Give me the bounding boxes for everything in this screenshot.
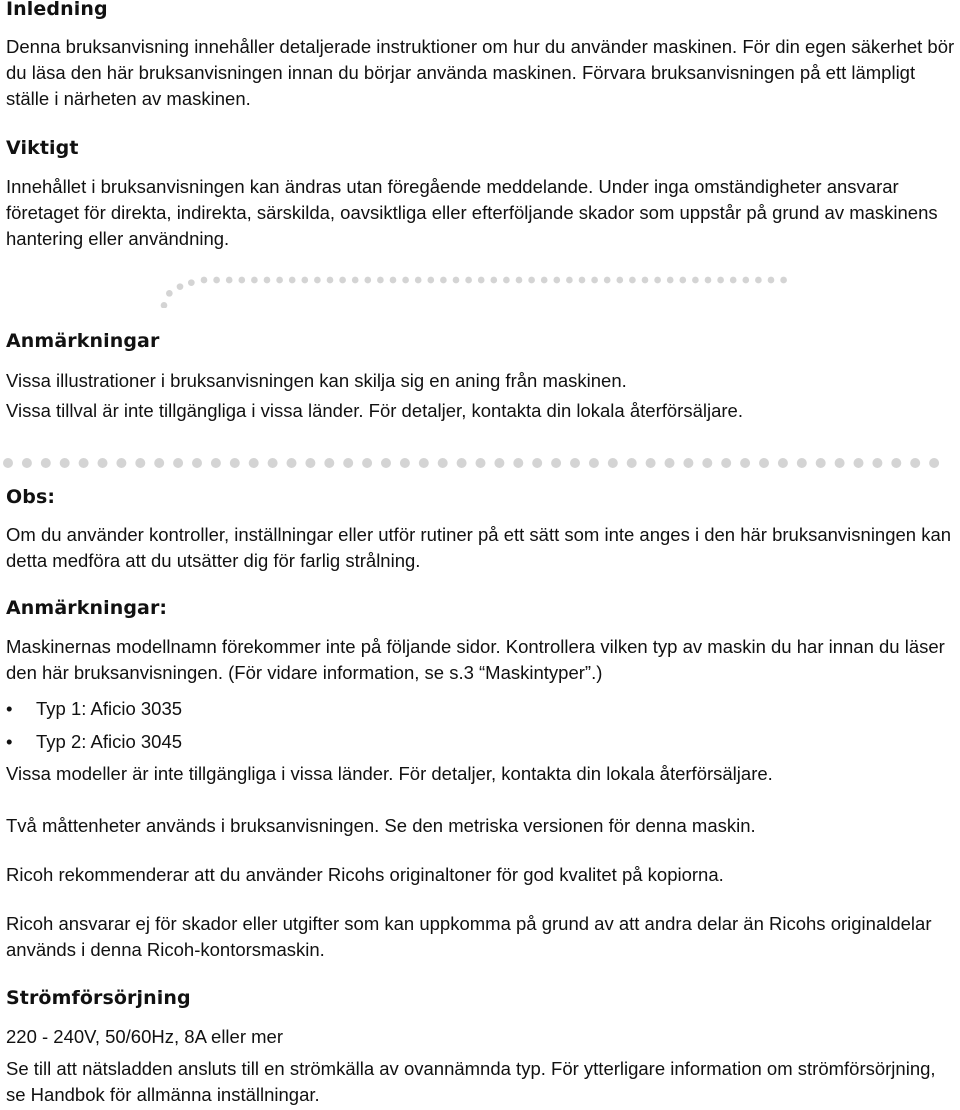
paragraph-mattenheter: Två måttenheter används i bruksanvisningen. Se den metriska versionen för denna maskin. [6,815,756,836]
paragraph-originaldelar: Ricoh ansvarar ej för skador eller utgifter som kan uppkomma på grund av att andra delar än Ricohs originaldelar används i denna Ricoh-kontorsmaskin. [6,913,932,960]
separator-dot [566,277,573,284]
separator-dot [177,283,184,290]
separator-dot [287,458,297,468]
separator-dot [268,458,278,468]
paragraph-modellnamn: Maskinernas modellnamn förekommer inte på följande sidor. Kontrollera vilken typ av maskin du har innan du läser den här bruksanvisningen. (För vidare information, se s.3 “Maskintyper”.) [6,636,945,683]
separator-dot [364,277,371,284]
separator-dot [188,279,195,286]
anmarkningar-line-1: Vissa illustrationer i bruksanvisningen kan skilja sig en aning från maskinen. [6,370,627,391]
separator-dot [201,277,208,284]
separator-dot [797,458,807,468]
separator-dot [3,458,13,468]
separator-dot [476,458,486,468]
separator-dot [627,458,637,468]
separator-dot [692,277,699,284]
separator-dot [604,277,611,284]
separator-dot [438,458,448,468]
separator-dot [541,277,548,284]
separator-dot [608,458,618,468]
separator-dot [211,458,221,468]
heading-inledning: Inledning [6,0,108,20]
separator-dot [717,277,724,284]
separator-dot [79,458,89,468]
separator-dot [679,277,686,284]
separator-dot [251,277,258,284]
separator-dot [667,277,674,284]
separator-dot [166,290,173,297]
separator-dot [402,277,409,284]
paragraph-modeller: Vissa modeller är inte tillgängliga i vissa länder. För detaljer, kontakta din lokala återförsäljare. [6,763,773,784]
separator-dot [683,458,693,468]
separator-dot [390,277,397,284]
paragraph-inledning: Denna bruksanvisning innehåller detaljerade instruktioner om hur du använder maskinen. För din egen säkerhet bör du läsa den här bruksanvisningen innan du börjar använda maskinen. Förvara bruksanvisningen på ett lämpligt ställe i närheten av maskinen. [6,36,955,109]
separator-dot [494,458,504,468]
separator-dot [629,277,636,284]
separator-dot [503,277,510,284]
separator-dot [238,277,245,284]
separator-dot [377,277,384,284]
separator-dot [702,458,712,468]
separator-dot [324,458,334,468]
separator-dot [755,277,762,284]
separator-dot [532,458,542,468]
separator-dot [665,458,675,468]
paragraph-viktigt: Innehållet i bruksanvisningen kan ändras utan föregående meddelande. Under inga omständigheter ansvarar företaget för direkta, indirekta, särskilda, oavsiktliga eller efterföljande skador som uppstår på grund av maskinens hantering eller användning. [6,176,938,249]
separator-dot [415,277,422,284]
separator-dot [400,458,410,468]
separator-dot [516,277,523,284]
separator-dot [721,458,731,468]
anmarkningar-line-2: Vissa tillval är inte tillgängliga i vissa länder. För detaljer, kontakta din lokala återförsäljare. [6,400,743,421]
separator-dot [22,458,32,468]
separator-dot [60,458,70,468]
separator-dot [910,458,920,468]
bullet-text: Typ 1: Aficio 3035 [36,698,183,719]
separator-dot [780,277,787,284]
separator-dot [41,458,51,468]
bullet-text: Typ 2: Aficio 3045 [36,731,183,752]
separator-dot [264,277,271,284]
separator-dot [305,458,315,468]
separator-dot [528,277,535,284]
separator-dot [465,277,472,284]
separator-dot [730,277,737,284]
dotted-separator-bottom [0,443,960,483]
heading-obs: Obs: [6,486,56,508]
separator-dot [872,458,882,468]
separator-dot [276,277,283,284]
separator-dot [490,277,497,284]
separator-dot [339,277,346,284]
separator-dot [768,277,775,284]
separator-dot [192,458,202,468]
separator-dot [440,277,447,284]
bullet-icon: • [6,698,13,719]
paragraph-natsladd: Se till att nätsladden ansluts till en strömkälla av ovannämnda typ. För ytterligare information om strömförsörjning, se Handbok för allmänna inställningar. [6,1058,936,1105]
separator-dot [427,277,434,284]
separator-dot [854,458,864,468]
separator-dot [301,277,308,284]
separator-dot [226,277,233,284]
separator-dot [173,458,183,468]
separator-dot [161,302,168,308]
paragraph-obs: Om du använder kontroller, inställningar eller utför rutiner på ett sätt som inte anges i den här bruksanvisningen kan detta medföra att du utsätter dig för farlig strålning. [6,524,952,571]
separator-dot [778,458,788,468]
separator-dot [230,458,240,468]
separator-dot [457,458,467,468]
separator-dot [654,277,661,284]
separator-dot [891,458,901,468]
separator-dot [352,277,359,284]
dotted-separator-top [0,268,960,308]
paragraph-toner: Ricoh rekommenderar att du använder Ricohs originaltoner för god kvalitet på kopiorna. [6,864,724,885]
separator-dot [513,458,523,468]
separator-dot [381,458,391,468]
separator-dot [570,458,580,468]
separator-dot [705,277,712,284]
separator-dot [642,277,649,284]
separator-dot [742,277,749,284]
separator-dot [419,458,429,468]
separator-dot [835,458,845,468]
separator-dot [362,458,372,468]
separator-dot [929,458,939,468]
separator-dot [579,277,586,284]
heading-anmarkningar: Anmärkningar [6,330,160,352]
separator-dot [249,458,259,468]
separator-dot [759,458,769,468]
separator-dot [343,458,353,468]
separator-dot [116,458,126,468]
separator-dot [589,458,599,468]
separator-dot [327,277,334,284]
separator-dot [314,277,321,284]
paragraph-spec: 220 - 240V, 50/60Hz, 8A eller mer [6,1026,283,1047]
separator-dot [289,277,296,284]
separator-dot [591,277,598,284]
separator-dot [816,458,826,468]
separator-dot [453,277,460,284]
separator-dot [213,277,220,284]
separator-dot [551,458,561,468]
heading-anmarkningar-2: Anmärkningar: [6,597,168,619]
separator-dot [98,458,108,468]
separator-dot [646,458,656,468]
heading-viktigt: Viktigt [6,137,79,159]
separator-dot [135,458,145,468]
bullet-icon: • [6,731,13,752]
separator-dot [478,277,485,284]
separator-dot [740,458,750,468]
separator-dot [553,277,560,284]
heading-stromforsorjning: Strömförsörjning [6,987,191,1009]
separator-dot [616,277,623,284]
separator-dot [154,458,164,468]
